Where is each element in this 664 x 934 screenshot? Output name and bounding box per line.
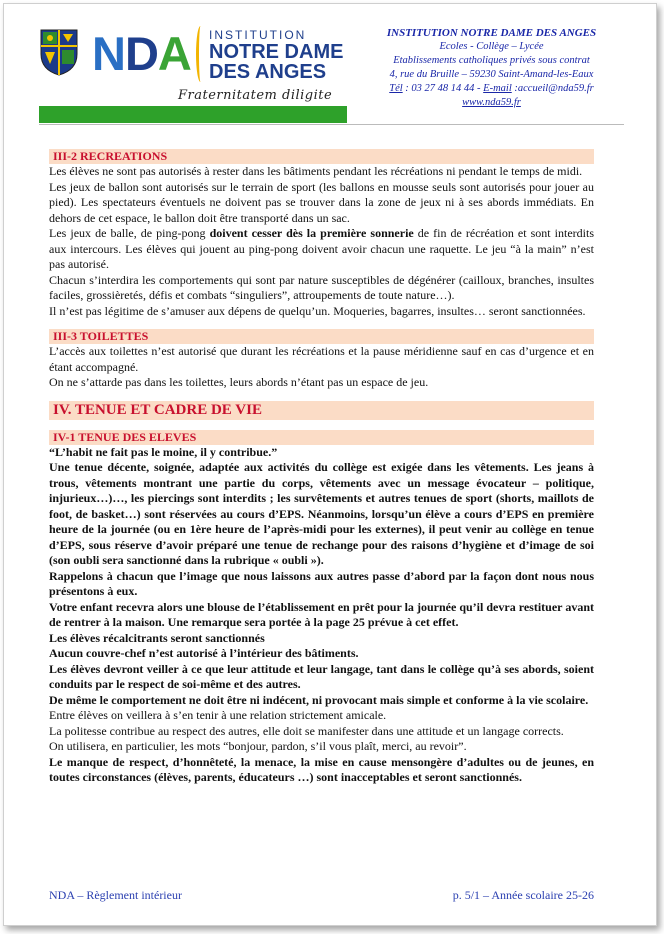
paragraph: La politesse contribue au respect des autres, elle doit se manifester dans une attitude et un langage corrects. [49,723,564,738]
paragraph [49,460,594,569]
logo-separator [196,26,205,82]
logo-letter-n: N [92,27,125,80]
paragraph [49,445,594,461]
bold-text: Les élèves devront veiller à ce que leur attitude et leur langage, tant dans le collège qu’à ses abords, soient conduits par le respect de soi-même et des autres. [49,661,594,691]
footer-left: NDA – Règlement intérieur [49,888,182,902]
bold-text: Rappelons à chacun que l’image que nous laissons aux autres passe d’abord par la façon dont nous nous présentons à eux. [49,568,594,598]
bold-text: “L’habit ne fait pas le moine, il y contribue.” [49,444,278,459]
footer-page-number: p. 5/1 – Année scolaire 25-26 [452,888,594,902]
logo-line-3: DES ANGES [209,61,327,83]
paragraph: On ne s’attarde pas dans les toilettes, leurs abords n’étant pas un espace de jeu. [49,375,429,389]
header-green-bar [39,106,347,123]
tel-value: : 03 27 48 14 44 - [402,83,484,94]
heading-tenue-cadre-de-vie: IV. TENUE ET CADRE DE VIE [49,401,594,420]
institution-levels: Ecoles - Collège – Lycée [439,41,544,52]
bold-text: De même le comportement ne doit être ni indécent, ni provocant mais simple et conforme à la vie scolaire. [49,692,589,707]
tel-label: Tél [389,83,403,94]
heading-toilettes: III-3 TOILETTES [49,329,594,344]
paragraph [49,755,594,786]
heading-tenue-des-eleves: IV-1 TENUE DES ELEVES [49,430,594,445]
bold-text: doivent cesser dès la première sonnerie [209,226,414,240]
institution-address: 4, rue du Bruille – 59230 Saint-Amand-les-Eaux [389,69,594,80]
paragraph [49,662,594,693]
logo-line-2: NOTRE DAME [209,41,344,63]
email-value[interactable]: :accueil@nda59.fr [511,83,594,94]
bold-text: Le manque de respect, d’honnêteté, la menace, la mise en cause mensongère d’adultes ou de jeunes, en toutes circonstances (élèves, parents, éducateurs …) sont inacceptables et seront sanctionnés. [49,754,594,784]
text-run: Les jeux de balle, de ping-pong [49,226,210,240]
logo-letter-a: A [157,27,191,80]
paragraph: Les élèves ne sont pas autorisés à rester dans les bâtiments pendant les récréations ni pendant le temps de midi. [49,164,583,178]
bold-text: Les élèves récalcitrants seront sanctionnés [49,630,265,645]
school-motto: Fraternitatem diligite [178,88,333,103]
paragraph: Entre élèves on veillera à s’en tenir à une relation strictement amicale. [49,708,387,722]
document-page [3,3,657,926]
paragraph [49,569,594,600]
website-link[interactable]: www.nda59.fr [462,97,521,108]
heading-recreations: III-2 RECREATIONS [49,149,594,164]
paragraph: On utilisera, en particulier, les mots “bonjour, pardon, s’il vous plaît, merci, au revoir”. [49,739,467,753]
institution-name: INSTITUTION NOTRE DAME DES ANGES [386,27,597,39]
page-footer [49,888,594,903]
nda-logo [92,27,191,80]
header-rule [39,124,624,125]
paragraph [49,646,594,662]
school-crest-icon [39,28,79,76]
paragraph [49,693,594,709]
text-run: de fin de récréation et sont interdits aux intercours. Les élèves qui jouent au ping-pong doivent avoir chacun une raquette. Le jeu “à la main” n’est pas autorisé. [49,226,594,271]
bold-text: Aucun couvre-chef n’est autorisé à l’intérieur des bâtiments. [49,646,359,660]
paragraph [49,631,594,647]
institution-contact [354,26,629,110]
paragraph: Les jeux de ballon sont autorisés sur le terrain de sport (les ballons en mousse seuls sont autorisés pour jouer au pied). Les spectateurs éventuels ne doivent pas se trouver dans la zone de jeux ni à ses abords immédiats. En dehors de cet espace, le ballon doit être transporté dans un sac. [49,179,594,225]
bold-text: Une tenue décente, soignée, adaptée aux activités du collège est exigée dans les vêtements. Les jeans à trous, vêtements montrant une partie du corps, vêtements avec un message évocateur – politique, injurieux…)…, les piercings sont interdits ; les survêtements et autres tenues de sport (shorts, maillots de foot, de basket…) sont réservées au cours d’EPS. Néanmoins, lorsqu’un élève a cours d’EPS en première heure de la journée (ou en 1ère heure de l’après-midi pour les externes), il peut venir au collège en tenue d’EPS, sous réserve d’avoir préparé une tenue de rechange pour des raisons d’hygiène et d’image de soi (son oubli sera sanctionné dans la rubrique « oubli »). [49,460,594,567]
paragraph [49,600,594,631]
paragraph: Il n’est pas légitime de s’amuser aux dépens de quelqu’un. Moqueries, bagarres, insultes… seront sanctionnées. [49,303,586,318]
email-label[interactable]: E-mail [483,83,512,94]
document-content [49,149,594,786]
logo-line-1: INSTITUTION [209,28,307,42]
logo-letter-d: D [124,27,158,80]
bold-text: Votre enfant recevra alors une blouse de l’établissement en prêt pour la journée qu’il devra restituer avant de rentrer à la maison. Une remarque sera portée à la page 25 prévue à cet effet. [49,599,594,629]
institution-phone-email [354,82,629,96]
paragraph: L’accès aux toilettes n’est autorisé que durant les récréations et la pause méridienne sauf en cas d’urgence et en étant accompagné. [49,344,594,374]
paragraph [49,226,594,273]
institution-status: Etablissements catholiques privés sous contrat [393,55,590,66]
logo-wordmark [209,28,343,82]
paragraph: Chacun s’interdira les comportements qui sont par nature susceptibles de dégénérer (cailloux, branches, insultes faciles, grossièretés, défis et combats “singuliers”, attroupements de toute nature…). [49,272,594,302]
